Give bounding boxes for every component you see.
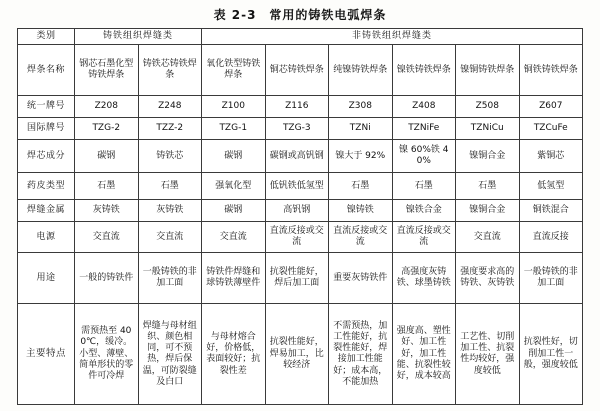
cell: 不需预热，加工性能好，抗裂性能好，焊接加工性能好；成本高，不能加热: [329, 304, 393, 405]
cell: 直流反接或交流: [392, 222, 456, 253]
cell: TZG-1: [202, 118, 266, 140]
cell: 钢芯石墨化型铸铁焊条: [75, 45, 139, 96]
cell: 镍大于 92%: [329, 140, 393, 173]
cell: 抗裂性能好，焊易加工，比较经济: [265, 304, 329, 405]
cell: 铜铁铸铁焊条: [519, 45, 583, 96]
row-label-application: 用途: [18, 253, 75, 304]
cell: 灰铸铁: [75, 200, 139, 222]
cell: 镍 60%铁 40%: [392, 140, 456, 173]
cell: 镍铁合金: [392, 200, 456, 222]
cell: TZCuFe: [519, 118, 583, 140]
cell: 直流反接或交流: [265, 222, 329, 253]
table-row: [18, 96, 583, 118]
cell: 镍铜铸铁焊条: [456, 45, 520, 96]
cell: 直流反接: [519, 222, 583, 253]
row-label-power-source: 电源: [18, 222, 75, 253]
cell: Z308: [329, 96, 393, 118]
cell: TZNiFe: [392, 118, 456, 140]
cell: 石墨: [392, 173, 456, 200]
cell: 一般铸铁的非加工面: [138, 253, 202, 304]
cell: 交直流: [75, 222, 139, 253]
cell: 强氧化型: [202, 173, 266, 200]
cell: 抗裂性好，切削加工性一般，强度较低: [519, 304, 583, 405]
row-label-weld-metal: 焊缝金属: [18, 200, 75, 222]
group-header-cast-iron: 铸铁组织焊缝类: [75, 29, 202, 45]
cell: 镍铜合金: [456, 140, 520, 173]
table-row: [18, 118, 583, 140]
cell: 交直流: [138, 222, 202, 253]
cell: 交直流: [202, 222, 266, 253]
row-label-international-code: 国际牌号: [18, 118, 75, 140]
row-label-unified-code: 统一牌号: [18, 96, 75, 118]
cell: 一般的铸铁件: [75, 253, 139, 304]
row-label-coating-type: 药皮类型: [18, 173, 75, 200]
cell: 灰铸铁: [138, 200, 202, 222]
cell: 石墨: [456, 173, 520, 200]
table-row: [18, 140, 583, 173]
cell: 碳钢: [202, 200, 266, 222]
cell: 焊缝与母材组织、颜色相同，可不预热，焊后保温，可防裂缝及白口: [138, 304, 202, 405]
cell: Z116: [265, 96, 329, 118]
cell: 碳钢: [202, 140, 266, 173]
welding-electrode-table: [17, 28, 583, 405]
cell: 镍铸铁: [329, 200, 393, 222]
cell: 强度要求高的铸铁、灰铸铁: [456, 253, 520, 304]
cell: 镍铁铸铁焊条: [392, 45, 456, 96]
group-header-non-cast-iron: 非铸铁组织焊缝类: [202, 29, 583, 45]
cell: 低钒铁低氢型: [265, 173, 329, 200]
table-row: [18, 200, 583, 222]
table-row: [18, 253, 583, 304]
cell: TZG-2: [75, 118, 139, 140]
cell: Z508: [456, 96, 520, 118]
cell: Z100: [202, 96, 266, 118]
row-label-core-composition: 焊芯成分: [18, 140, 75, 173]
cell: 氧化铁型铸铁焊条: [202, 45, 266, 96]
cell: Z248: [138, 96, 202, 118]
cell: 纯镍铸铁焊条: [329, 45, 393, 96]
table-group-header-row: [18, 29, 583, 45]
row-label-electrode-name: 焊条名称: [18, 45, 75, 96]
cell: Z408: [392, 96, 456, 118]
cell: 高钒钢: [265, 200, 329, 222]
table-row: [18, 173, 583, 200]
cell: 需预热至 400℃，缓冷。小型、薄壁、简单形状的零件可冷焊: [75, 304, 139, 405]
cell: 低氢型: [519, 173, 583, 200]
cell: 交直流: [456, 222, 520, 253]
cell: 一般铸铁的非加工面: [519, 253, 583, 304]
cell: 抗裂性能好，焊后加工面: [265, 253, 329, 304]
cell: 铸铁芯铸铁焊条: [138, 45, 202, 96]
cell: 紫铜芯: [519, 140, 583, 173]
cell: 重要灰铸铁件: [329, 253, 393, 304]
cell: 强度高、塑性好、加工性好，加工性能、抗裂性较好，成本较高: [392, 304, 456, 405]
cell: 工艺性、切削加工性、抗裂性均较好，强度较低: [456, 304, 520, 405]
cell: 石墨: [75, 173, 139, 200]
cell: 与母材熔合好，价格低，表面较好；抗裂性差: [202, 304, 266, 405]
cell: 铸铁件焊缝和球铸铁薄壁件: [202, 253, 266, 304]
table-row: [18, 304, 583, 405]
cell: 石墨: [329, 173, 393, 200]
cell: 石墨: [138, 173, 202, 200]
cell: Z607: [519, 96, 583, 118]
cell: 碳钢或高钒钢: [265, 140, 329, 173]
cell: TZNi: [329, 118, 393, 140]
table-row: [18, 222, 583, 253]
table-row: [18, 45, 583, 96]
cell: 高强度灰铸铁、球墨铸铁: [392, 253, 456, 304]
cell: 直流反接或交流: [329, 222, 393, 253]
cell: 铜芯铸铁焊条: [265, 45, 329, 96]
cell: Z208: [75, 96, 139, 118]
cell: 铸铁芯: [138, 140, 202, 173]
cell: TZG-3: [265, 118, 329, 140]
page-title: 表 2-3 常用的铸铁电弧焊条: [213, 8, 387, 22]
cell: TZNiCu: [456, 118, 520, 140]
cell: TZZ-2: [138, 118, 202, 140]
cell: 碳钢: [75, 140, 139, 173]
row-label-category: 类别: [18, 29, 75, 45]
cell: 镍铜合金: [456, 200, 520, 222]
row-label-main-features: 主要特点: [18, 304, 75, 405]
cell: 铜铁混合: [519, 200, 583, 222]
